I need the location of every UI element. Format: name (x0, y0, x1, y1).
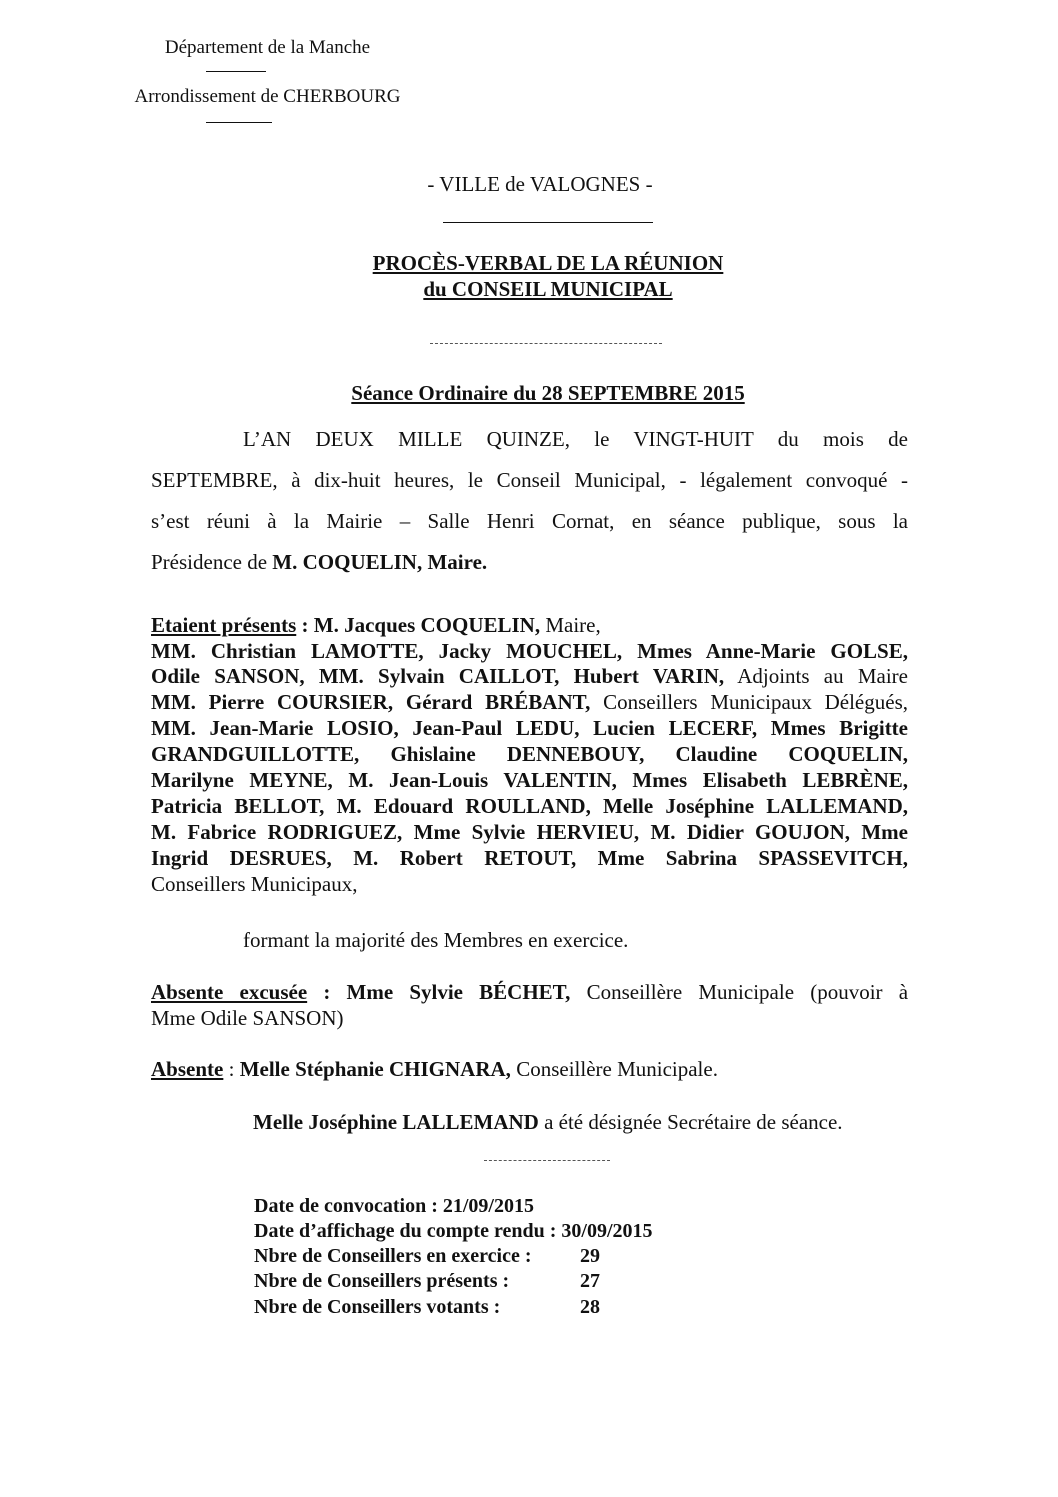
presents-line (151, 872, 908, 897)
presents-line (151, 768, 908, 793)
presents-segment: Conseillers Municipaux Délégués, (590, 690, 908, 714)
title-line-2: du CONSEIL MUNICIPAL (423, 277, 673, 301)
stat-row (254, 1245, 600, 1268)
presents-segment: Maire, (540, 613, 601, 637)
presents-segment: MM. Pierre COURSIER, Gérard BRÉBANT, (151, 690, 591, 714)
presents-segment: Adjoints au Maire (724, 664, 908, 688)
session-text: Séance Ordinaire du 28 SEPTEMBRE 2015 (351, 381, 745, 405)
intro-line-1: L’AN DEUX MILLE QUINZE, le VINGT-HUIT du mois de (243, 427, 908, 451)
presents-line (151, 639, 908, 664)
excused-role: Conseillère Municipale (pouvoir à (570, 980, 909, 1004)
presents-line (151, 613, 908, 638)
absent-label: Absente (151, 1057, 224, 1081)
title-line-1: PROCÈS-VERBAL DE LA RÉUNION (372, 251, 724, 275)
presents-line (151, 664, 908, 689)
presents-line (151, 794, 908, 819)
stat-value: 27 (580, 1270, 600, 1292)
intro-line-3: s’est réuni à la Mairie – Salle Henri Cornat, en séance publique, sous la (151, 509, 908, 533)
town-heading (330, 172, 750, 197)
session-heading (330, 380, 766, 406)
presents-segment: Conseillers Municipaux, (151, 872, 358, 896)
stat-label: Date de convocation : 21/09/2015 (254, 1195, 534, 1217)
excused-line-2: Mme Odile SANSON) (151, 1006, 344, 1030)
secretary-line (253, 1110, 1010, 1135)
intro-line-4 (151, 550, 908, 575)
town-rule (443, 222, 653, 223)
presents-label: Etaient présents (151, 613, 297, 637)
stat-row (254, 1195, 534, 1218)
intro-line-2: SEPTEMBRE, à dix-huit heures, le Conseil Municipal, - légalement convoqué - (151, 468, 908, 492)
arrondissement-heading (80, 86, 455, 108)
excused-line-1 (151, 980, 908, 1005)
header-rule-2 (206, 122, 272, 123)
presents-segment: GRANDGUILLOTTE, Ghislaine DENNEBOUY, Claudine COQUELIN, (151, 742, 908, 766)
stat-label: Nbre de Conseillers présents : (254, 1270, 510, 1292)
stat-label: Nbre de Conseillers en exercice : (254, 1245, 532, 1267)
departement-heading (80, 37, 455, 59)
presents-line (151, 690, 908, 715)
secretary-separator (484, 1160, 610, 1161)
intro-mayor-name: M. COQUELIN, Maire. (272, 550, 488, 574)
presents-line (151, 846, 908, 871)
header-rule-1 (206, 71, 266, 72)
document-title (330, 250, 766, 302)
town-text: - VILLE de VALOGNES - (427, 172, 653, 196)
excused-name: : Mme Sylvie BÉCHET, (307, 980, 571, 1004)
stat-value: 29 (580, 1245, 600, 1267)
departement-text: Département de la Manche (164, 37, 371, 58)
stat-label: Nbre de Conseillers votants : (254, 1296, 501, 1318)
stat-label: Date d’affichage du compte rendu : 30/09/2015 (254, 1220, 653, 1242)
presents-segment: : M. Jacques COQUELIN, (296, 613, 541, 637)
stat-value: 28 (580, 1296, 600, 1318)
presents-segment: MM. Christian LAMOTTE, Jacky MOUCHEL, Mmes Anne-Marie GOLSE, (151, 639, 908, 663)
absent-name: Melle Stéphanie CHIGNARA, (239, 1057, 511, 1081)
absent-separator: : (223, 1057, 240, 1081)
presents-line (151, 742, 908, 767)
arrondissement-text: Arrondissement de CHERBOURG (134, 86, 401, 107)
secretary-text: a été désignée Secrétaire de séance. (538, 1110, 843, 1134)
title-separator (430, 343, 662, 344)
presents-segment: M. Fabrice RODRIGUEZ, Mme Sylvie HERVIEU, M. Didier GOUJON, Mme (151, 820, 908, 844)
stat-row (254, 1270, 600, 1293)
stat-row (254, 1296, 600, 1319)
presents-segment: Odile SANSON, MM. Sylvain CAILLOT, Hubert VARIN, (151, 664, 725, 688)
intro-presidence-text: Présidence de (151, 550, 273, 574)
majority-line: formant la majorité des Membres en exercice. (243, 928, 629, 952)
excused-label: Absente excusée (151, 980, 308, 1004)
presents-segment: Patricia BELLOT, M. Edouard ROULLAND, Melle Joséphine LALLEMAND, (151, 794, 908, 818)
stat-row (254, 1220, 653, 1243)
presents-segment: MM. Jean-Marie LOSIO, Jean-Paul LEDU, Lucien LECERF, Mmes Brigitte (151, 716, 908, 740)
presents-segment: Marilyne MEYNE, M. Jean-Louis VALENTIN, Mmes Elisabeth LEBRÈNE, (151, 768, 908, 792)
presents-segment: Ingrid DESRUES, M. Robert RETOUT, Mme Sabrina SPASSEVITCH, (151, 846, 908, 870)
absent-line (151, 1057, 908, 1082)
presents-line (151, 820, 908, 845)
secretary-name: Melle Joséphine LALLEMAND (253, 1110, 539, 1134)
absent-role: Conseillère Municipale. (510, 1057, 718, 1081)
presents-line (151, 716, 908, 741)
